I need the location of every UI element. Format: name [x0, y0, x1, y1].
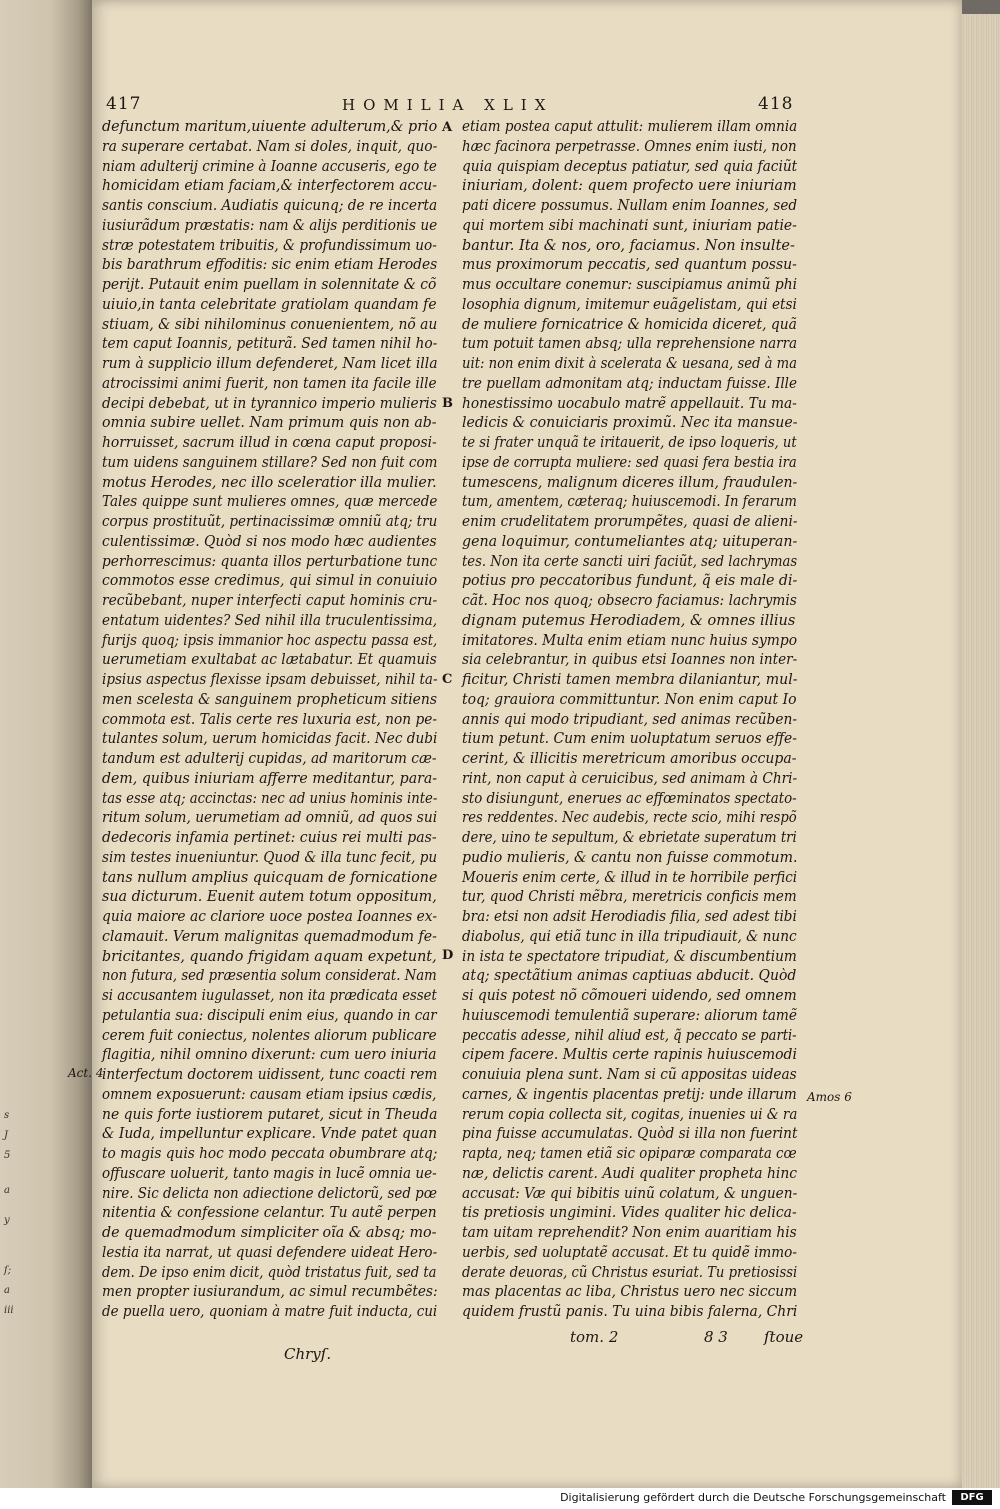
- gutter-mark: a: [4, 1185, 10, 1196]
- text-line: si quis potest nõ cõmoueri uidendo, sed omnem: [462, 988, 797, 1004]
- text-line: cipem facere. Multis certe rapinis huiuscemodi: [462, 1047, 797, 1064]
- text-line: furijs quoq; ipsis immanior hoc aspectu passa est,: [102, 632, 438, 649]
- left-text-column: [102, 118, 472, 1323]
- text-line: tumescens, malignum diceres illum, fraudulen-: [462, 474, 798, 491]
- text-line: peccatis adesse, nihil aliud est, q̃ peccato se parti-: [462, 1027, 797, 1044]
- gutter-mark: 5: [4, 1150, 11, 1161]
- text-line: næ, delictis carent. Audi qualiter propheta hinc: [462, 1165, 798, 1182]
- text-line: etiam postea caput attulit: mulierem illam omnia: [462, 119, 798, 135]
- text-line: dere, uino te sepultum, & ebrietate superatum tri: [462, 830, 797, 846]
- text-line: diabolus, qui etiã tunc in illa tripudiauit, & nunc: [462, 928, 797, 945]
- text-line: rum à supplicio illum defenderet, Nam licet illa: [102, 356, 438, 372]
- text-line: & Iuda, impelluntur explicare. Vnde patet quan: [102, 1126, 438, 1143]
- text-line: tulantes solum, uerum homicidas facit. Nec dubi: [102, 731, 438, 748]
- text-line: cãt. Hoc nos quoq; obsecro faciamus: lachrymis: [462, 593, 797, 609]
- text-line: tis pretiosis ungimini. Vides qualiter hic delica-: [462, 1205, 797, 1222]
- page-fore-edge: [962, 14, 1000, 1488]
- text-line: mas placentas ac liba, Christus uero nec siccum: [462, 1284, 798, 1301]
- text-line: pina fuisse accumulatas. Quòd si illa non fuerint: [462, 1126, 798, 1143]
- text-line: nire. Sic delicta non adiectione delictorũ, sed pœ: [102, 1185, 438, 1202]
- text-line: dignam putemus Herodiadem, & omnes illius: [462, 612, 796, 629]
- text-line: de quemadmodum simpliciter oĩa & absq; mo-: [102, 1225, 437, 1241]
- text-line: sim testes inueniuntur. Quod & illa tunc fecit, pu: [102, 849, 438, 866]
- text-line: perijt. Putauit enim puellam in solennitate & cõ: [102, 277, 437, 293]
- text-line: petulantia sua: discipuli enim eius, quando in car: [102, 1007, 437, 1024]
- text-line: recũbebant, nuper interfecti caput hominis cru-: [102, 593, 438, 609]
- text-line: stiuam, & sibi nihilominus conuenientem, nõ au: [102, 316, 438, 333]
- text-line: men propter iusiurandum, ac simul recumbẽtes:: [102, 1284, 438, 1301]
- text-line: cerint, & illicitis meretricum amoribus occupa-: [462, 751, 797, 767]
- funding-notice: Digitalisierung gefördert durch die Deutsche Forschungsgemeinschaft: [560, 1491, 946, 1504]
- text-line: accusat: Væ qui bibitis uinũ colatum, & unguen-: [462, 1185, 798, 1202]
- text-line: potius pro peccatoribus fundunt, q̃ eis male di-: [462, 573, 798, 590]
- text-line: te si frater unquã te iritauerit, de ipso loqueris, ut: [462, 435, 797, 451]
- binding-gutter: [0, 0, 92, 1509]
- margin-letter-b: B: [442, 396, 453, 411]
- text-line: niam adulterij crimine à Ioanne accuseris, ego te: [102, 158, 437, 175]
- text-line: atq; spectãtium animas captiuas abducit. Quòd: [462, 968, 797, 985]
- text-line: hæc facinora perpetrasse. Omnes enim iusti, non: [462, 138, 797, 155]
- text-line: sua dicturum. Euenit autem totum oppositum,: [102, 889, 437, 906]
- text-line: offuscare uoluerit, tanto magis in lucẽ omnia ue-: [102, 1165, 437, 1182]
- page-number-right: 418: [758, 94, 794, 114]
- text-line: mus proximorum peccatis, sed quantum possu-: [462, 257, 797, 274]
- text-line: carnes, & ingentis placentas pretij: unde illarum: [462, 1086, 797, 1103]
- text-line: annis qui modo tripudiant, sed animas recũben-: [462, 711, 798, 728]
- text-line: homicidam etiam faciam,& interfectorem accu-: [102, 178, 437, 195]
- text-line: santis conscium. Audiatis quicunq; de re incerta: [102, 198, 438, 214]
- text-line: interfectum doctorem uidissent, tunc coacti rem: [102, 1067, 438, 1083]
- text-line: conuiuia plena sunt. Nam si cũ appositas uideas: [462, 1067, 797, 1083]
- text-line: tium petunt. Cum enim uoluptatum seruos effe-: [462, 731, 797, 748]
- text-line: in ista te spectatore tripudiat, & discumbentium: [462, 948, 797, 965]
- text-line: tes. Non ita certe sancti uiri faciũt, sed lachrymas: [462, 553, 798, 570]
- text-line: clamauit. Verum malignitas quemadmodum fe-: [102, 928, 437, 945]
- text-line: ra superare certabat. Nam si doles, inquit, quo-: [102, 138, 438, 155]
- text-line: ledicis & conuiciaris proximũ. Nec ita mansue-: [462, 415, 798, 432]
- text-line: ne quis forte iustiorem putaret, sicut in Theuda: [102, 1106, 438, 1123]
- text-line: uiuio,in tanta celebritate gratiolam quandam fe: [102, 296, 437, 313]
- gutter-mark: iii: [4, 1305, 14, 1316]
- text-line: commotos esse credimus, qui simul in conuiuio: [102, 573, 438, 590]
- text-line: omnem exposuerunt: causam etiam ipsius cædis,: [102, 1086, 437, 1103]
- text-line: ipse de corrupta muliere: sed quasi fera bestia ira: [462, 454, 797, 471]
- right-text-column: [462, 118, 833, 1323]
- text-line: quia quispiam deceptus patiatur, sed quia faciũt: [462, 158, 798, 175]
- text-line: lestia ita narrat, ut quasi defendere uideat Hero-: [102, 1244, 438, 1261]
- text-line: honestissimo uocabulo matrẽ appellauit. Tu ma-: [462, 395, 797, 412]
- text-line: sto disiungunt, enerues ac effœminatos spectato-: [462, 790, 797, 807]
- text-line: ritum solum, uerumetiam ad omniũ, ad quos sui: [102, 810, 438, 827]
- text-line: losophia dignum, imitemur euãgelistam, qui etsi: [462, 296, 797, 313]
- text-line: tans nullum amplius quicquam de fornicatione: [102, 869, 438, 886]
- text-line: pudio mulieris, & cantu non fuisse commotum.: [462, 849, 798, 866]
- signature-mark: 8 3: [704, 1328, 728, 1346]
- text-line: uerbis, sed uoluptatẽ accusat. Et tu quidẽ immo-: [462, 1244, 797, 1261]
- text-line: sia celebrantur, in quibus etsi Ioannes non inter-: [462, 652, 798, 669]
- gutter-mark: s: [4, 1110, 10, 1121]
- book-page: [68, 0, 962, 1488]
- page-number-left: 417: [106, 94, 142, 114]
- text-line: corpus prostituũt, pertinacissimæ omniũ atq; tru: [102, 514, 438, 530]
- text-line: derate deuoras, cũ Christus esuriat. Tu pretiosissi: [462, 1264, 798, 1281]
- gutter-mark: ſ;: [4, 1265, 12, 1276]
- gutter-mark: y: [4, 1215, 10, 1226]
- text-line: nitentia & confessione celantur. Tu autẽ perpen: [102, 1205, 437, 1222]
- text-line: tum potuit tamen absq; ulla reprehensione narra: [462, 336, 798, 353]
- text-line: ipsius aspectus flexisse ipsam debuisset, nihil ta-: [102, 672, 438, 688]
- text-line: tum uidens sanguinem stillare? Sed non fuit com: [102, 454, 438, 471]
- text-line: huiuscemodi temulentiã superare: aliorum tamẽ: [462, 1007, 798, 1024]
- running-title: HOMILIA XLIX: [342, 96, 554, 114]
- text-line: tur, quod Christi mẽbra, meretricis conficis mem: [462, 889, 797, 906]
- text-line: quidem frustũ panis. Tu uina bibis falerna, Chri: [462, 1304, 798, 1320]
- text-line: rapta, neq; tamen etiã sic opiparæ comparata cœ: [462, 1146, 797, 1162]
- catchword-right: ſtoue: [764, 1328, 804, 1346]
- text-line: cerem fuit coniectus, nolentes aliorum publicare: [102, 1027, 437, 1044]
- text-line: ficitur, Christi tamen membra dilaniantur, mul-: [462, 672, 798, 688]
- text-line: mus occultare conemur: suscipiamus animũ phi: [462, 277, 798, 293]
- text-line: commota est. Talis certe res luxuria est, non pe-: [102, 711, 438, 728]
- text-line: Moueris enim certe, & illud in te horribile perfici: [462, 869, 798, 886]
- text-line: tem caput Ioannis, petiturã. Sed tamen nihil ho-: [102, 336, 438, 353]
- text-line: iusiurãdum præstatis: nam & alijs perditionis ue: [102, 217, 438, 234]
- text-line: qui mortem sibi machinati sunt, iniuriam patie-: [462, 217, 797, 234]
- text-line: defunctum maritum,uiuente adulterum,& prio: [102, 119, 438, 135]
- gutter-mark: a: [4, 1285, 10, 1296]
- text-line: motus Herodes, nec illo sceleratior illa mulier.: [102, 474, 437, 491]
- text-line: res reddentes. Nec audebis, recte scio, mihi respõ: [462, 810, 797, 827]
- margin-letter-d: D: [442, 948, 454, 963]
- margin-note-right: Amos 6: [807, 1090, 852, 1104]
- catchword-left: Chryſ.: [284, 1345, 332, 1363]
- text-line: bra: etsi non adsit Herodiadis filia, sed adest tibi: [462, 909, 797, 925]
- text-line: de puella uero, quoniam à matre fuit inducta, cui: [102, 1304, 438, 1320]
- text-line: de muliere fornicatrice & homicida diceret, quã: [462, 316, 797, 333]
- text-line: uit: non enim dixit à scelerata & uesana, sed à ma: [462, 356, 798, 372]
- text-line: decipi debebat, ut in tyrannico imperio mulieris: [102, 395, 437, 412]
- text-line: men scelesta & sanguinem propheticum sitiens: [102, 691, 438, 708]
- text-line: stræ potestatem tribuitis, & profundissimum uo-: [102, 237, 437, 254]
- text-line: si accusantem iugulasset, non ita prædicata esset: [102, 988, 437, 1004]
- text-line: iniuriam, dolent: quem profecto uere iniuriam: [462, 178, 797, 195]
- margin-letter-c: C: [442, 672, 453, 687]
- text-line: perhorrescimus: quanta illos perturbatione tunc: [102, 553, 438, 570]
- text-line: atrocissimi animi fuerit, non tamen ita facile ille: [102, 375, 437, 392]
- text-line: culentissimæ. Quòd si nos modo hæc audientes: [102, 533, 437, 550]
- gutter-mark: J: [4, 1130, 9, 1141]
- text-line: rint, non caput à ceruicibus, sed animam à Chri-: [462, 770, 798, 787]
- margin-note-left: Act. 4: [68, 1066, 104, 1080]
- text-line: pati dicere possumus. Nullam enim Ioannes, sed: [462, 198, 798, 214]
- text-line: uerumetiam exultabat ac lætabatur. Et quamuis: [102, 652, 437, 669]
- text-line: bantur. Ita & nos, oro, faciamus. Non insulte-: [462, 237, 795, 254]
- margin-letter-a: A: [442, 120, 453, 135]
- text-line: to magis quis hoc modo peccata obumbrare atq;: [102, 1146, 438, 1162]
- text-line: dedecoris infamia pertinet: cuius rei multi pas-: [102, 830, 437, 846]
- text-line: rerum copia collecta sit, cogitas, inuenies ui & ra: [462, 1106, 798, 1123]
- text-line: gena loquimur, contumeliantes atq; uituperan-: [462, 533, 798, 550]
- text-line: tam uitam reprehendit? Non enim auaritiam his: [462, 1225, 797, 1241]
- dfg-logo: DFG: [952, 1490, 992, 1505]
- text-line: bis barathrum effoditis: sic enim etiam Herodes: [102, 257, 438, 274]
- text-line: enim crudelitatem prorumpẽtes, quasi de alieni-: [462, 514, 798, 530]
- signature-tom: tom. 2: [570, 1328, 619, 1346]
- text-line: horruisset, sacrum illud in cœna caput proposi-: [102, 435, 437, 451]
- text-line: omnia subire uellet. Nam primum quis non ab-: [102, 415, 437, 432]
- text-line: quia maiore ac clariore uoce postea Ioannes ex-: [102, 909, 438, 925]
- text-line: imitatores. Multa enim etiam nunc huius sympo: [462, 632, 798, 649]
- text-line: dem, quibus iniuriam afferre meditantur, para-: [102, 770, 438, 787]
- text-line: tandum est adulterij cupidas, ad maritorum cæ-: [102, 751, 437, 767]
- text-line: entatum uidentes? Sed nihil illa truculentissima,: [102, 612, 438, 629]
- text-line: Tales quippe sunt mulieres omnes, quæ mercede: [102, 494, 438, 511]
- text-line: bricitantes, quando frigidam aquam expetunt,: [102, 948, 437, 965]
- text-line: dem. De ipso enim dicit, quòd tristatus fuit, sed ta: [102, 1264, 437, 1281]
- text-line: non futura, sed præsentia solum considerat. Nam: [102, 968, 437, 985]
- text-line: toq; grauiora committuntur. Non enim caput Io: [462, 691, 797, 708]
- text-line: tre puellam admonitam atq; inductam fuisse. Ille: [462, 375, 797, 392]
- text-line: tas esse atq; accinctas: nec ad unius hominis inte-: [102, 790, 438, 807]
- text-line: flagitia, nihil omnino dixerunt: cum uero iniuria: [102, 1047, 437, 1064]
- text-line: tum, amentem, cæteraq; huiuscemodi. In ferarum: [462, 494, 797, 511]
